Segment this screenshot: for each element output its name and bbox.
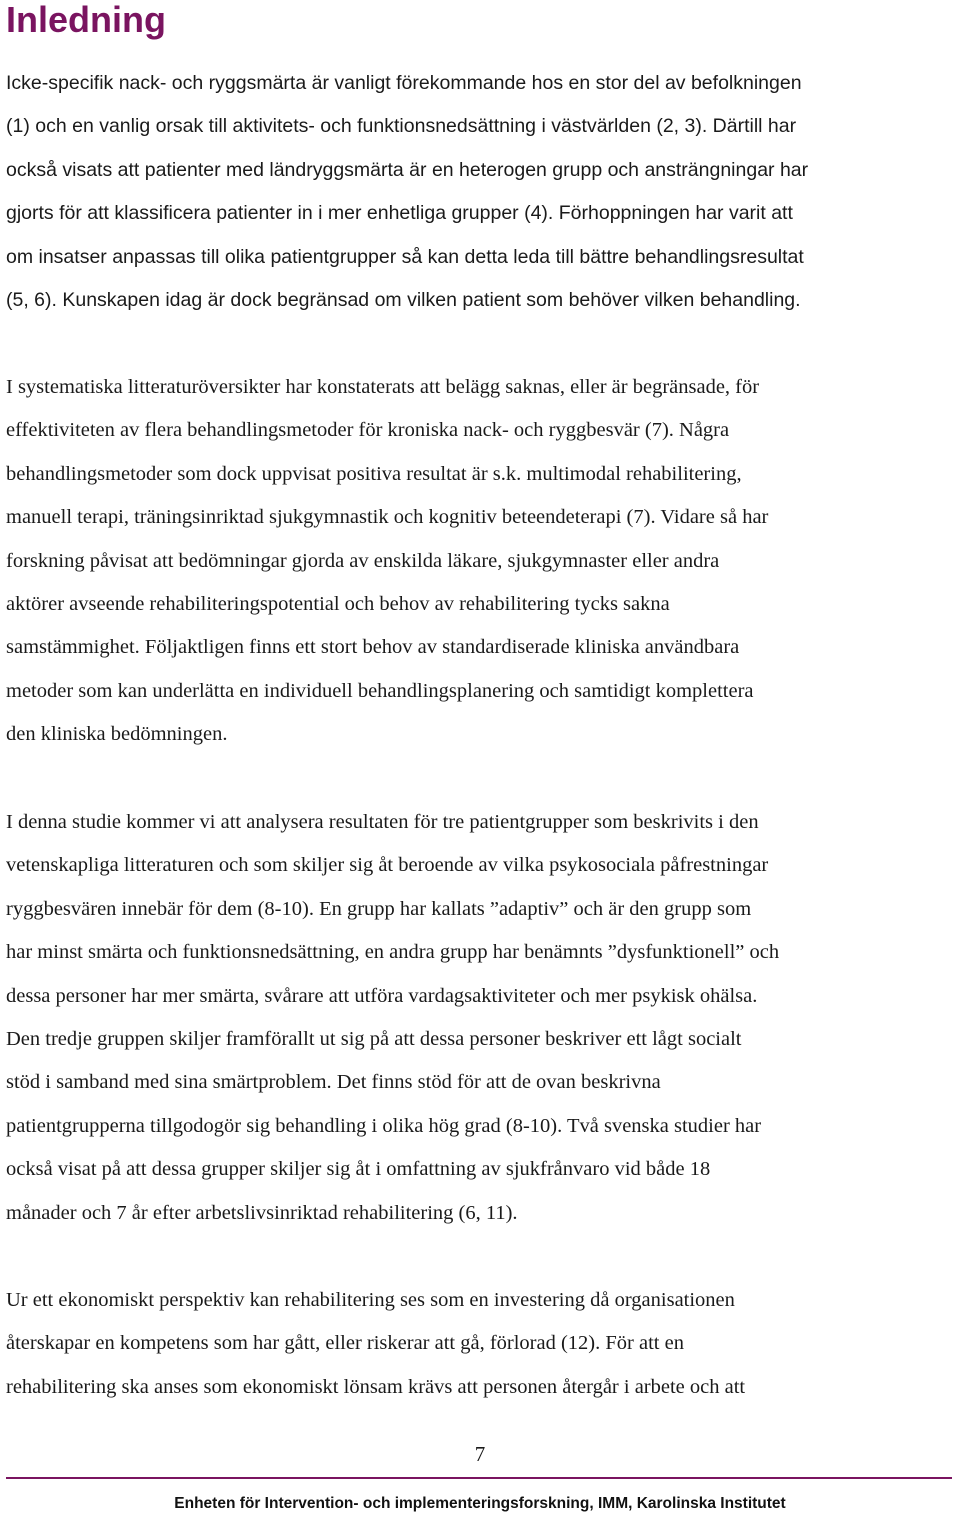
paragraph-intro	[6, 62, 958, 322]
text-line: Icke-specifik nack- och ryggsmärta är vanligt förekommande hos en stor del av befolkningen	[6, 72, 802, 94]
text-line: Den tredje gruppen skiljer framförallt ut sig på att dessa personer beskriver ett lågt socialt	[6, 1028, 742, 1051]
text-line: I systematiska litteraturöversikter har konstaterats att belägg saknas, eller är begränsade, för	[6, 376, 760, 398]
text-line: ryggbesvären innebär för dem (8-10). En grupp har kallats ”adaptiv” och är den grupp som	[6, 897, 752, 920]
text-line: om insatser anpassas till olika patientgrupper så kan detta leda till bättre behandlingsresultat	[6, 245, 804, 268]
footer-divider	[6, 1477, 952, 1479]
text-line: också visats att patienter med ländryggsmärta är en heterogen grupp och ansträngningar har	[6, 158, 809, 181]
text-line: (5, 6). Kunskapen idag är dock begränsad om vilken patient som behöver vilken behandling.	[6, 289, 801, 312]
text-line: månader och 7 år efter arbetslivsinriktad rehabilitering (6, 11).	[6, 1201, 518, 1224]
text-line: (1) och en vanlig orsak till aktivitets- och funktionsnedsättning i västvärlden (2, 3). Därtill har	[6, 115, 797, 138]
text-line: manuell terapi, träningsinriktad sjukgymnastik och kognitiv beteendeterapi (7). Vidare så har	[6, 506, 769, 529]
text-line: gjorts för att klassificera patienter in i mer enhetliga grupper (4). Förhoppningen har varit att	[6, 202, 793, 225]
text-line: forskning påvisat att bedömningar gjorda av enskilda läkare, sjukgymnaster eller andra	[6, 549, 720, 572]
text-line: också visat på att dessa grupper skiljer sig åt i omfattning av sjukfrånvaro vid både 18	[6, 1158, 711, 1181]
page-number: 7	[474, 1442, 486, 1466]
section-heading: Inledning	[6, 0, 166, 40]
text-line: samstämmighet. Följaktligen finns ett stort behov av standardiserade kliniska användbara	[6, 636, 740, 659]
text-line: rehabilitering ska anses som ekonomiskt lönsam krävs att personen återgår i arbete och att	[6, 1375, 746, 1398]
text-line: I denna studie kommer vi att analysera resultaten för tre patientgrupper som beskrivits i den	[6, 811, 759, 833]
text-line: vetenskapliga litteraturen och som skiljer sig åt beroende av vilka psykosociala påfrestningar	[6, 854, 769, 877]
text-line: behandlingsmetoder som dock uppvisat positiva resultat är s.k. multimodal rehabilitering,	[6, 462, 742, 485]
text-line: metoder som kan underlätta en individuell behandlingsplanering och samtidigt komplettera	[6, 679, 754, 702]
paragraph-systematic-reviews	[6, 366, 958, 757]
text-line: stöd i samband med sina smärtproblem. Det finns stöd för att de ovan beskrivna	[6, 1071, 661, 1094]
paragraph-patient-groups	[6, 801, 958, 1235]
footer-institution: Enheten för Intervention- och implementeringsforskning, IMM, Karolinska Institutet	[174, 1495, 786, 1512]
text-line: Ur ett ekonomiskt perspektiv kan rehabilitering ses som en investering då organisationen	[6, 1289, 735, 1311]
text-line: effektiviteten av flera behandlingsmetoder för kroniska nack- och ryggbesvär (7). Några	[6, 419, 730, 442]
text-line: har minst smärta och funktionsnedsättning, en andra grupp har benämnts ”dysfunktionell” och	[6, 941, 780, 964]
text-line: återskapar en kompetens som har gått, eller riskerar att gå, förlorad (12). För att en	[6, 1332, 684, 1355]
text-line: patientgrupperna tillgodogör sig behandling i olika hög grad (8-10). Två svenska studier har	[6, 1114, 762, 1137]
text-line: den kliniska bedömningen.	[6, 723, 228, 746]
text-line: aktörer avseende rehabiliteringspotential och behov av rehabilitering tycks sakna	[6, 593, 670, 616]
paragraph-economic-perspective	[6, 1279, 958, 1409]
text-line: dessa personer har mer smärta, svårare att utföra vardagsaktiviteter och mer psykisk ohälsa.	[6, 984, 758, 1007]
